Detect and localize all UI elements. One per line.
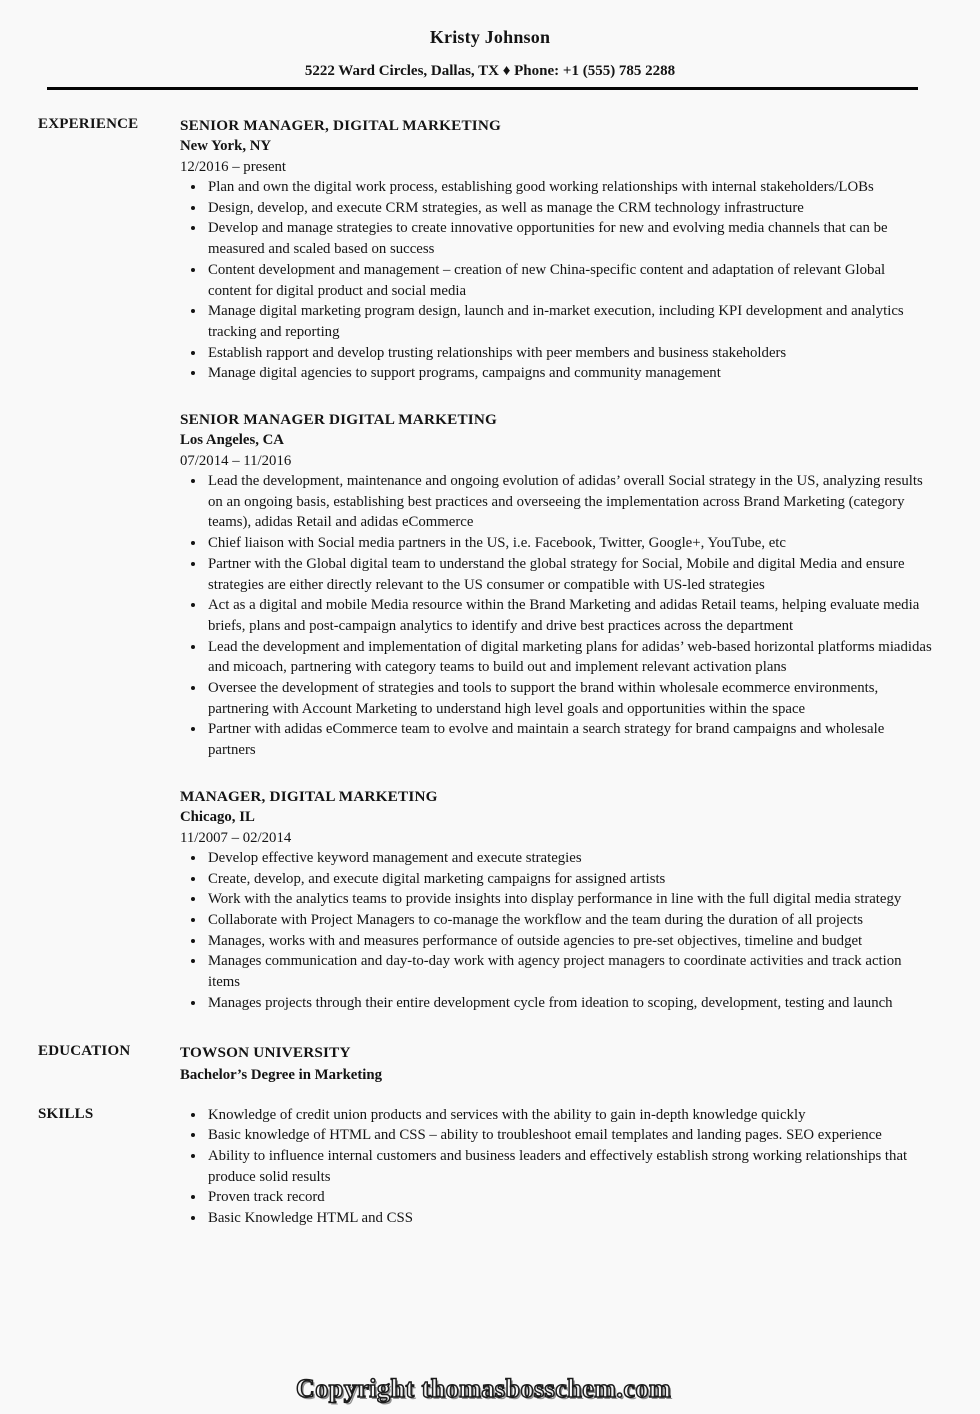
education-section <box>0 1042 980 1086</box>
section-label-experience: EXPERIENCE <box>38 116 139 132</box>
bullet-item: • Proven track record <box>206 1187 932 1208</box>
bullet-item: • Ability to influence internal customers and business leaders and effectively establish strong working relationships that produce solid results <box>206 1146 932 1187</box>
bullet-item: • Basic knowledge of HTML and CSS – ability to troubleshoot email templates and landing pages. SEO experience <box>206 1125 932 1146</box>
bullet-item: • Manages projects through their entire development cycle from ideation to scoping, development, testing and launch <box>206 993 932 1014</box>
job-location: Chicago, IL <box>180 808 255 825</box>
experience-content <box>180 115 932 1014</box>
bullet-item: • Chief liaison with Social media partners in the US, i.e. Facebook, Twitter, Google+, YouTube, etc <box>206 533 932 554</box>
degree-name: Bachelor’s Degree in Marketing <box>180 1066 383 1083</box>
job-title: MANAGER, DIGITAL MARKETING <box>180 787 438 805</box>
job-dates: 11/2007 – 02/2014 <box>180 829 292 846</box>
bullet-item: • Basic Knowledge HTML and CSS <box>206 1208 932 1229</box>
bullet-item: • Partner with the Global digital team to understand the global strategy for Social, Mobile and digital Media and ensure strategies are either directly relevant to the US consumer or compatible with US-led strategies <box>206 554 932 595</box>
bullet-item: • Establish rapport and develop trusting relationships with peer members and business stakeholders <box>206 343 932 364</box>
resume-header <box>0 0 980 90</box>
watermark-text: Copyright thomasbosschem.com <box>296 1374 672 1403</box>
job-entry <box>180 786 932 1014</box>
bullet-item: • Manages, works with and measures performance of outside agencies to pre-set objectives, timeline and budget <box>206 931 932 952</box>
bullet-item: • Collaborate with Project Managers to co-manage the workflow and the team during the duration of all projects <box>206 910 932 931</box>
bullet-item: • Develop effective keyword management and execute strategies <box>206 848 932 869</box>
section-label-skills: SKILLS <box>38 1105 94 1122</box>
school-name: TOWSON UNIVERSITY <box>180 1043 351 1061</box>
bullet-item: • Work with the analytics teams to provide insights into display performance in line with the full digital media strategy <box>206 889 932 910</box>
bullet-item: • Content development and management – creation of new China-specific content and adaptation of relevant Global content for digital product and social media <box>206 260 932 301</box>
job-bullets <box>180 848 932 1014</box>
bullet-item: • Plan and own the digital work process, establishing good working relationships with internal stakeholders/LOBs <box>206 177 932 198</box>
bullet-item: • Act as a digital and mobile Media resource within the Brand Marketing and adidas Retail teams, helping evaluate media briefs, plans and post-campaign analytics to identify and drive best practices across the department <box>206 595 932 636</box>
skills-section <box>0 1105 980 1229</box>
bullet-item: • Design, develop, and execute CRM strategies, as well as manage the CRM technology infrastructure <box>206 198 932 219</box>
job-title: SENIOR MANAGER DIGITAL MARKETING <box>180 411 498 429</box>
job-title: SENIOR MANAGER, DIGITAL MARKETING <box>180 117 502 134</box>
job-dates: 12/2016 – present <box>180 159 287 175</box>
job-bullets <box>180 471 932 761</box>
skills-content <box>180 1105 932 1229</box>
job-entry <box>180 115 932 384</box>
education-content <box>180 1042 932 1086</box>
bullet-item: • Knowledge of credit union products and services with the ability to gain in-depth knowledge quickly <box>206 1105 932 1126</box>
skills-list <box>180 1105 932 1229</box>
contact-line: 5222 Ward Circles, Dallas, TX ♦ Phone: +1 (555) 785 2288 <box>304 63 676 79</box>
job-bullets <box>180 177 932 384</box>
bullet-item: • Create, develop, and execute digital marketing campaigns for assigned artists <box>206 869 932 890</box>
bullet-item: • Manage digital agencies to support programs, campaigns and community management <box>206 363 932 384</box>
bullet-item: • Develop and manage strategies to create innovative opportunities for new and evolving media channels that can be measured and scaled based on success <box>206 218 932 259</box>
job-location: New York, NY <box>180 138 272 154</box>
section-label-education: EDUCATION <box>38 1042 131 1059</box>
bullet-item: • Manage digital marketing program design, launch and in-market execution, including KPI development and analytics tracking and reporting <box>206 301 932 342</box>
job-entry <box>180 409 932 761</box>
header-divider <box>47 87 918 90</box>
bullet-item: • Oversee the development of strategies and tools to support the brand within wholesale ecommerce environments, partnering with Account Marketing to understand high level goals and opportunities within the space <box>206 678 932 719</box>
experience-section <box>0 115 980 1014</box>
job-location: Los Angeles, CA <box>180 432 284 449</box>
person-name: Kristy Johnson <box>429 27 551 47</box>
job-dates: 07/2014 – 11/2016 <box>180 453 292 470</box>
bullet-item: • Manages communication and day-to-day work with agency project managers to coordinate activities and track action items <box>206 951 932 992</box>
bullet-item: • Partner with adidas eCommerce team to evolve and maintain a search strategy for brand campaigns and wholesale partners <box>206 719 932 760</box>
bullet-item: • Lead the development, maintenance and ongoing evolution of adidas’ overall Social strategy in the US, analyzing results on an ongoing basis, establishing best practices and overseeing the implementation across Brand Marketing (category teams), adidas Retail and adidas eCommerce <box>206 471 932 533</box>
bullet-item: • Lead the development and implementation of digital marketing plans for adidas’ web-based horizontal platforms miadidas and micoach, partnering with category teams to build out and implement relevant activation plans <box>206 637 932 678</box>
